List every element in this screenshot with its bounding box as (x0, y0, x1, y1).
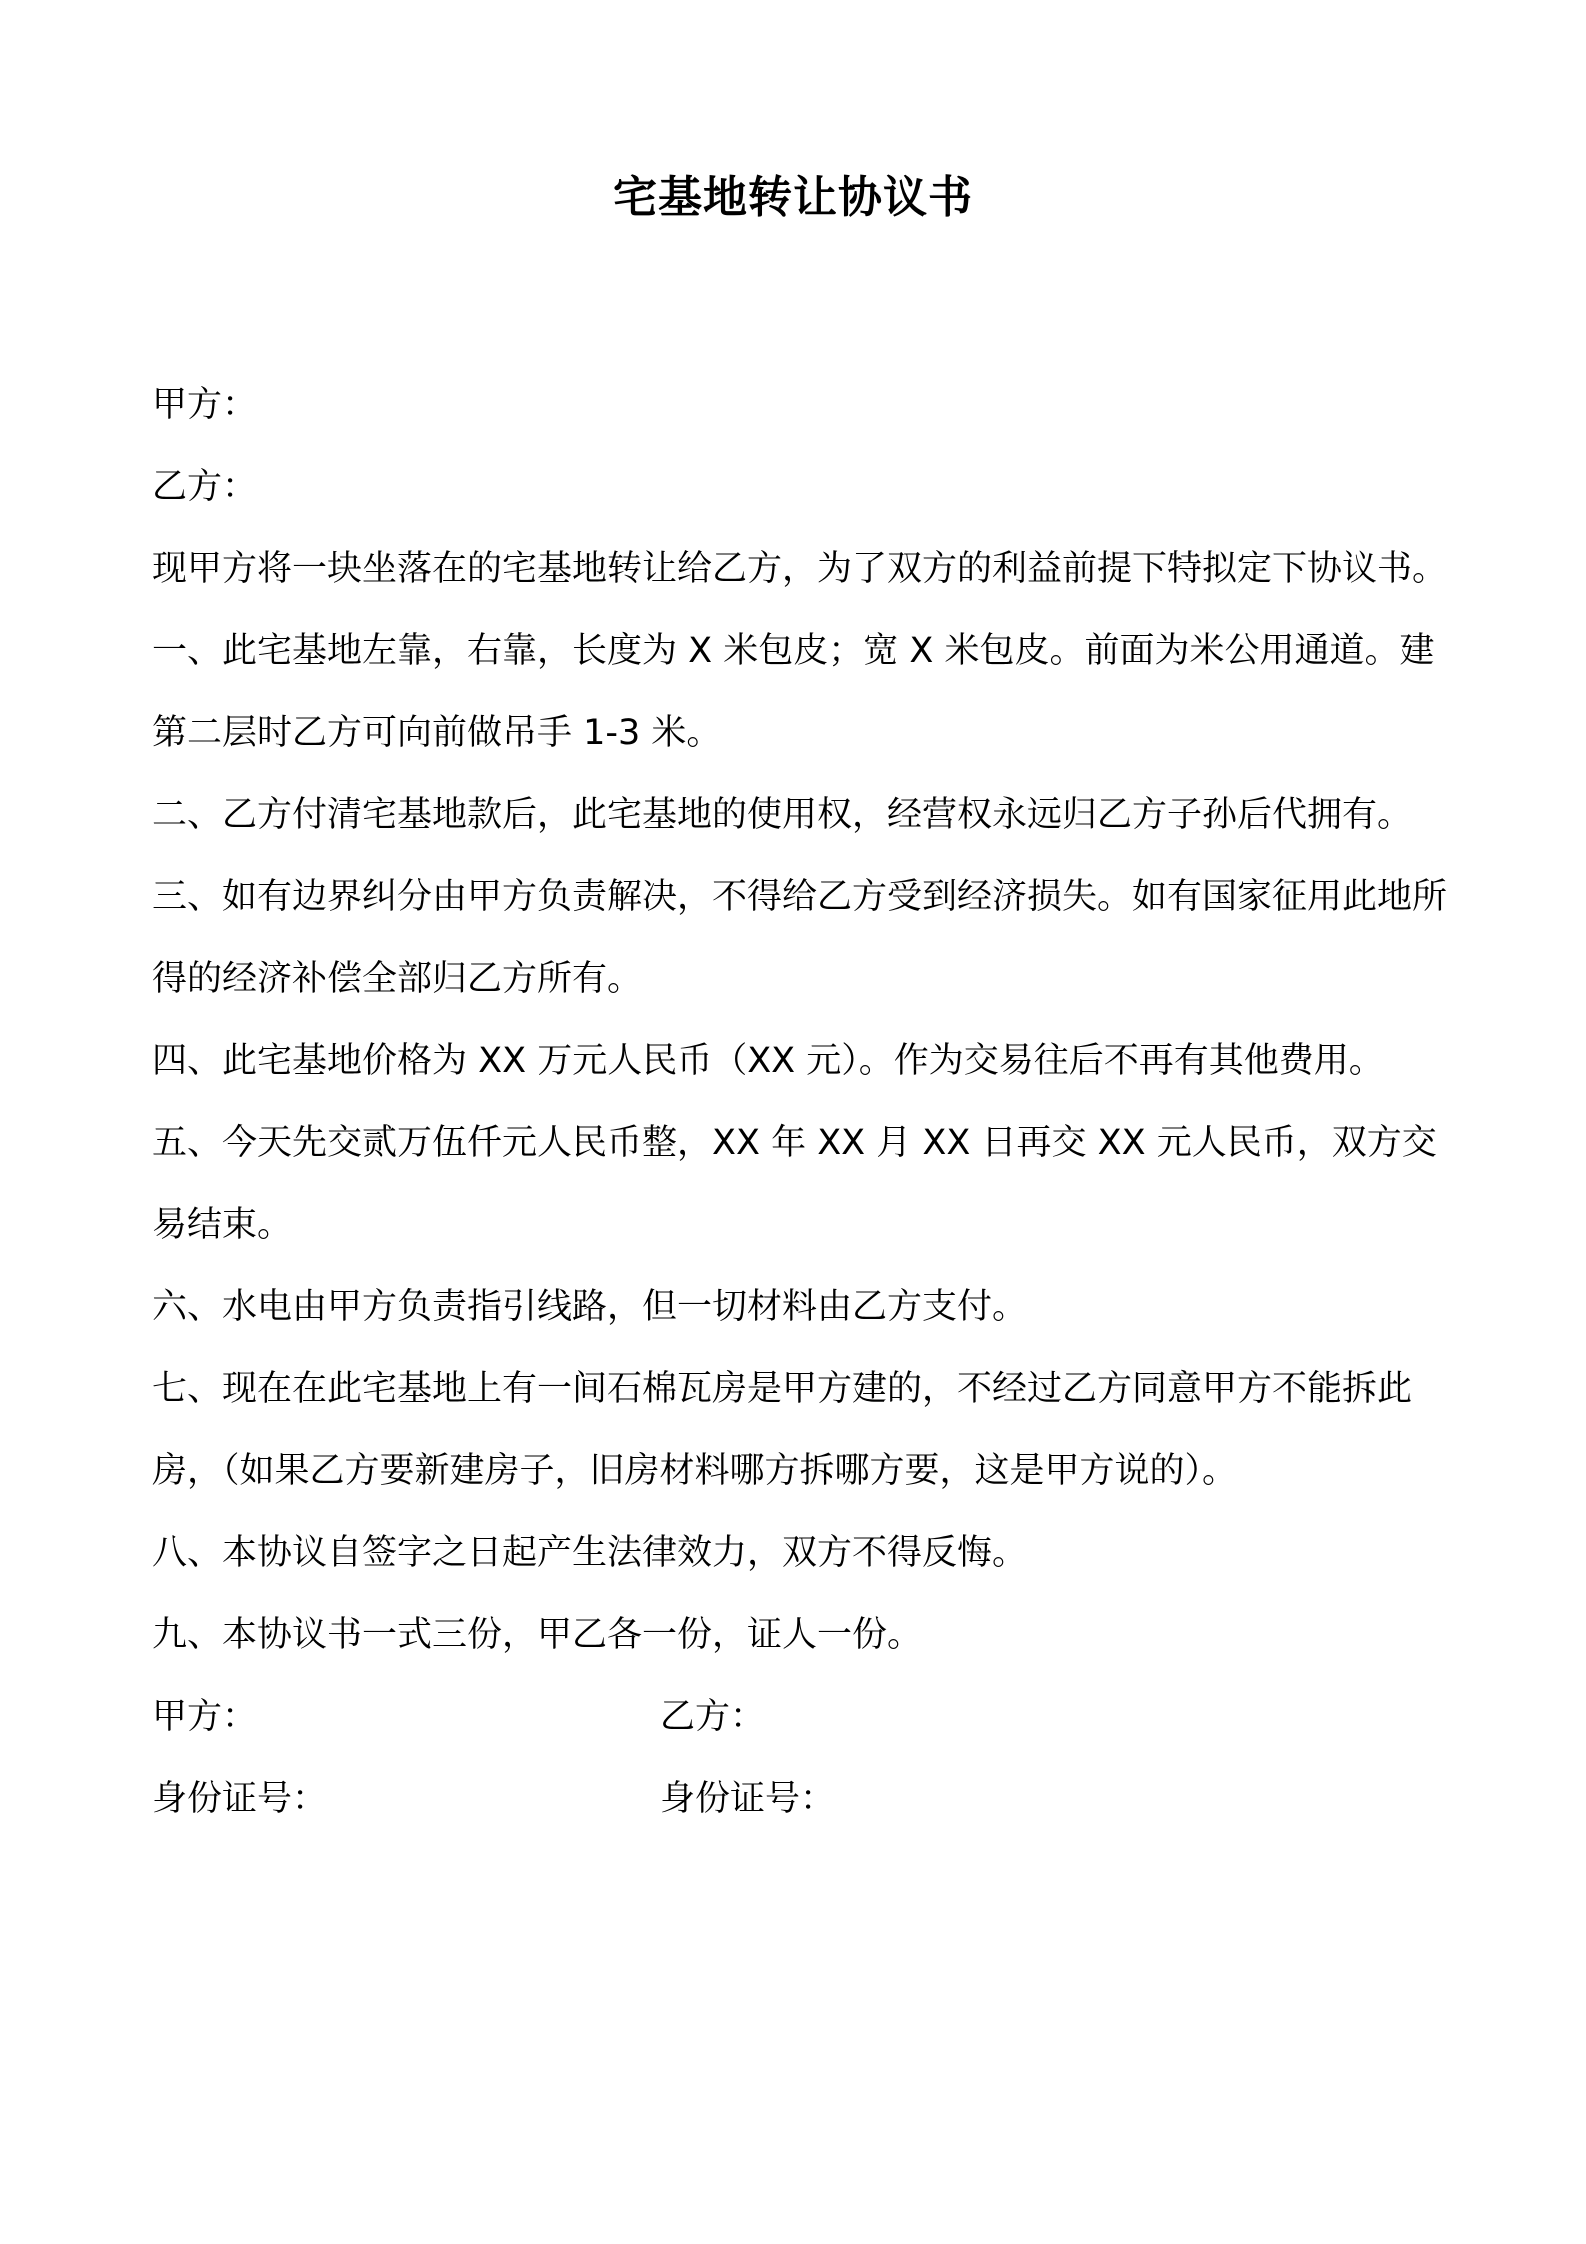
clause-7: 七、现在在此宅基地上有一间石棉瓦房是甲方建的，不经过乙方同意甲方不能拆此房，（如果乙方要新建房子，旧房材料哪方拆哪方要，这是甲方说的）。 (152, 1369, 1413, 1491)
clause-9: 九、本协议书一式三份，甲乙各一份，证人一份。 (152, 1615, 923, 1655)
clause-2: 二、乙方付清宅基地款后，此宅基地的使用权，经营权永远归乙方子孙后代拥有。 (152, 795, 1413, 835)
party-b-label: 乙方： (152, 467, 258, 507)
signature-party-b: 乙方： (660, 1697, 766, 1737)
signature-row (152, 1676, 1452, 1758)
clause-4: 四、此宅基地价格为 XX 万元人民币（XX 元）。作为交易往后不再有其他费用。 (152, 1041, 1384, 1081)
clause-5: 五、今天先交贰万伍仟元人民币整，XX 年 XX 月 XX 日再交 XX 元人民币，双方交易结束。 (152, 1123, 1437, 1245)
clause-6: 六、水电由甲方负责指引线路，但一切材料由乙方支付。 (152, 1287, 1028, 1327)
clause-1: 一、此宅基地左靠，右靠，长度为 X 米包皮；宽 X 米包皮。前面为米公用通道。建第二层时乙方可向前做吊手 1-3 米。 (152, 631, 1435, 753)
signature-party-a: 甲方： (152, 1697, 258, 1737)
document-body (152, 364, 1452, 1840)
clause-8: 八、本协议自签字之日起产生法律效力，双方不得反悔。 (152, 1533, 1028, 1573)
clause-3: 三、如有边界纠分由甲方负责解决，不得给乙方受到经济损失。如有国家征用此地所得的经济补偿全部归乙方所有。 (152, 877, 1448, 999)
intro-paragraph: 现甲方将一块坐落在的宅基地转让给乙方，为了双方的利益前提下特拟定下协议书。 (152, 549, 1448, 589)
id-number-party-b: 身份证号： (660, 1779, 836, 1819)
document-title: 宅基地转让协议书 (613, 172, 973, 223)
id-number-row (152, 1758, 1452, 1840)
party-a-label: 甲方： (152, 385, 258, 425)
id-number-party-a: 身份证号： (152, 1779, 328, 1819)
